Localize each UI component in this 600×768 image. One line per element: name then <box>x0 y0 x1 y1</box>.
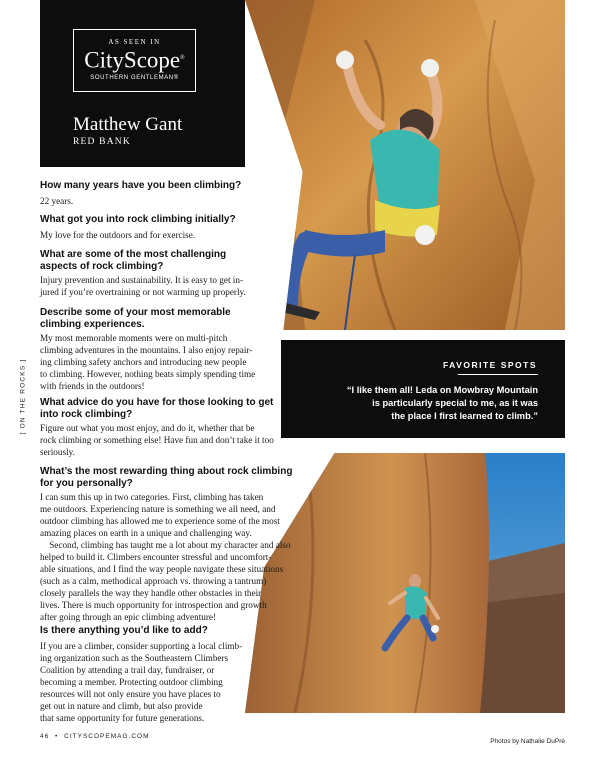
question-line: What’s the most rewarding thing about rock climbing <box>40 466 293 477</box>
answer-line: ing climbing safety anchors and introducing new people <box>40 357 247 367</box>
answer-line: becoming a member. Protecting outdoor climbing <box>40 677 223 687</box>
answer-line: get out in nature and climb, but also provide <box>40 701 203 711</box>
answer-line: rock climbing or something else! Have fun and don’t take it too <box>40 435 274 445</box>
answer-line: able situations, and I find the way people navigate these situations <box>40 564 284 574</box>
cityscope-logo <box>73 29 196 92</box>
answer <box>40 491 310 623</box>
answer-line: resources will not only ensure you have places to <box>40 689 221 699</box>
question <box>40 466 300 490</box>
question-line: What advice do you have for those looking to get <box>40 397 274 408</box>
logo-brand <box>74 46 195 73</box>
profile-name: Matthew Gant <box>73 114 183 135</box>
question-line: What are some of the most challenging <box>40 249 227 260</box>
question <box>40 307 285 331</box>
answer-line: I can sum this up in two categories. First, climbing has taken <box>40 492 264 502</box>
answer-line: Injury prevention and sustainability. It is easy to get in- <box>40 275 244 285</box>
answer <box>40 274 285 298</box>
favorite-spots-quote <box>298 384 538 423</box>
answer-line: Second, climbing has taught me a lot about my character and also <box>40 540 291 550</box>
profile-location: RED BANK <box>73 137 131 147</box>
answer <box>40 195 280 207</box>
question <box>40 214 280 226</box>
page-number: 46 <box>40 733 50 740</box>
climber-photo-top <box>245 0 565 330</box>
answer-line: seriously. <box>40 447 75 457</box>
logo-tagline: SOUTHERN GENTLEMAN® <box>90 75 179 81</box>
answer <box>40 640 285 724</box>
answer-line: ing organization such as the Southeastern Climbers <box>40 653 229 663</box>
section-side-tab <box>8 355 32 445</box>
favorite-spots-rule <box>458 374 538 375</box>
logo-brand-text: CityScope <box>84 47 181 73</box>
question-line: How many years have you been climbing? <box>40 180 242 191</box>
question <box>40 249 285 273</box>
answer-line: to climbing. However, nothing beats simply spending time <box>40 369 256 379</box>
question-line: Is there anything you’d like to add? <box>40 625 208 636</box>
photo-credit: Photos by Nathalie DuPré <box>490 738 565 745</box>
question <box>40 625 285 637</box>
answer <box>40 422 290 458</box>
question-line: climbing experiences. <box>40 319 145 330</box>
page-footer <box>40 733 149 740</box>
quote-line: is particularly special to me, as it was <box>372 398 538 408</box>
question-line: Describe some of your most memorable <box>40 307 231 318</box>
favorite-spots-title: FAVORITE SPOTS <box>442 360 537 370</box>
question-line: for you personally? <box>40 478 133 489</box>
question-line: into rock climbing? <box>40 409 133 420</box>
answer <box>40 229 280 241</box>
answer-line: outdoor climbing has allowed me to experience some of the most <box>40 516 280 526</box>
answer-line: 22 years. <box>40 196 74 206</box>
answer-line: Coalition by attending a trail day, fundraiser, or <box>40 665 215 675</box>
footer-site: CITYSCOPEMAG.COM <box>64 733 150 740</box>
answer-line: jured if you’re overtraining or not warming up properly. <box>40 287 246 297</box>
logo-as-seen-in: AS SEEN IN <box>108 38 161 46</box>
question <box>40 397 285 421</box>
answer-line: amazing places on earth in a unique and challenging way. <box>40 528 252 538</box>
answer-line: me outdoors. Experiencing nature is something we all need, and <box>40 504 276 514</box>
footer-separator: • <box>55 733 59 740</box>
logo-brand-mark: ® <box>180 55 185 61</box>
quote-line: “I like them all! Leda on Mowbray Mountain <box>346 385 538 395</box>
question-line: aspects of rock climbing? <box>40 261 164 272</box>
favorite-spots-box <box>281 340 565 438</box>
answer-line: closely parallels the way they handle other obstacles in their <box>40 588 262 598</box>
answer-line: Figure out what you most enjoy, and do it, whether that be <box>40 423 255 433</box>
answer-line: My most memorable moments were on multi-pitch <box>40 333 228 343</box>
question-line: What got you into rock climbing initially? <box>40 214 236 225</box>
answer-line: after going through an epic climbing adventure! <box>40 612 217 622</box>
answer-line: If you are a climber, consider supporting a local climb- <box>40 641 243 651</box>
answer-line: climbing adventures in the mountains. I also enjoy repair- <box>40 345 253 355</box>
answer <box>40 332 285 392</box>
answer-line: (such as a calm, methodical approach vs. throwing a tantrum) <box>40 576 267 586</box>
answer-line: lives. There is much opportunity for introspection and growth <box>40 600 267 610</box>
answer-line: that same opportunity for future generations. <box>40 713 205 723</box>
question <box>40 180 280 192</box>
quote-line: the place I first learned to climb.” <box>391 411 538 421</box>
answer-line: with friends in the outdoors! <box>40 381 145 391</box>
answer-line: My love for the outdoors and for exercise. <box>40 230 196 240</box>
section-side-tab-label: [ ON THE ROCKS ] <box>19 358 27 435</box>
answer-line: helped to build it. Climbers encounter stressful and uncomfort- <box>40 552 272 562</box>
